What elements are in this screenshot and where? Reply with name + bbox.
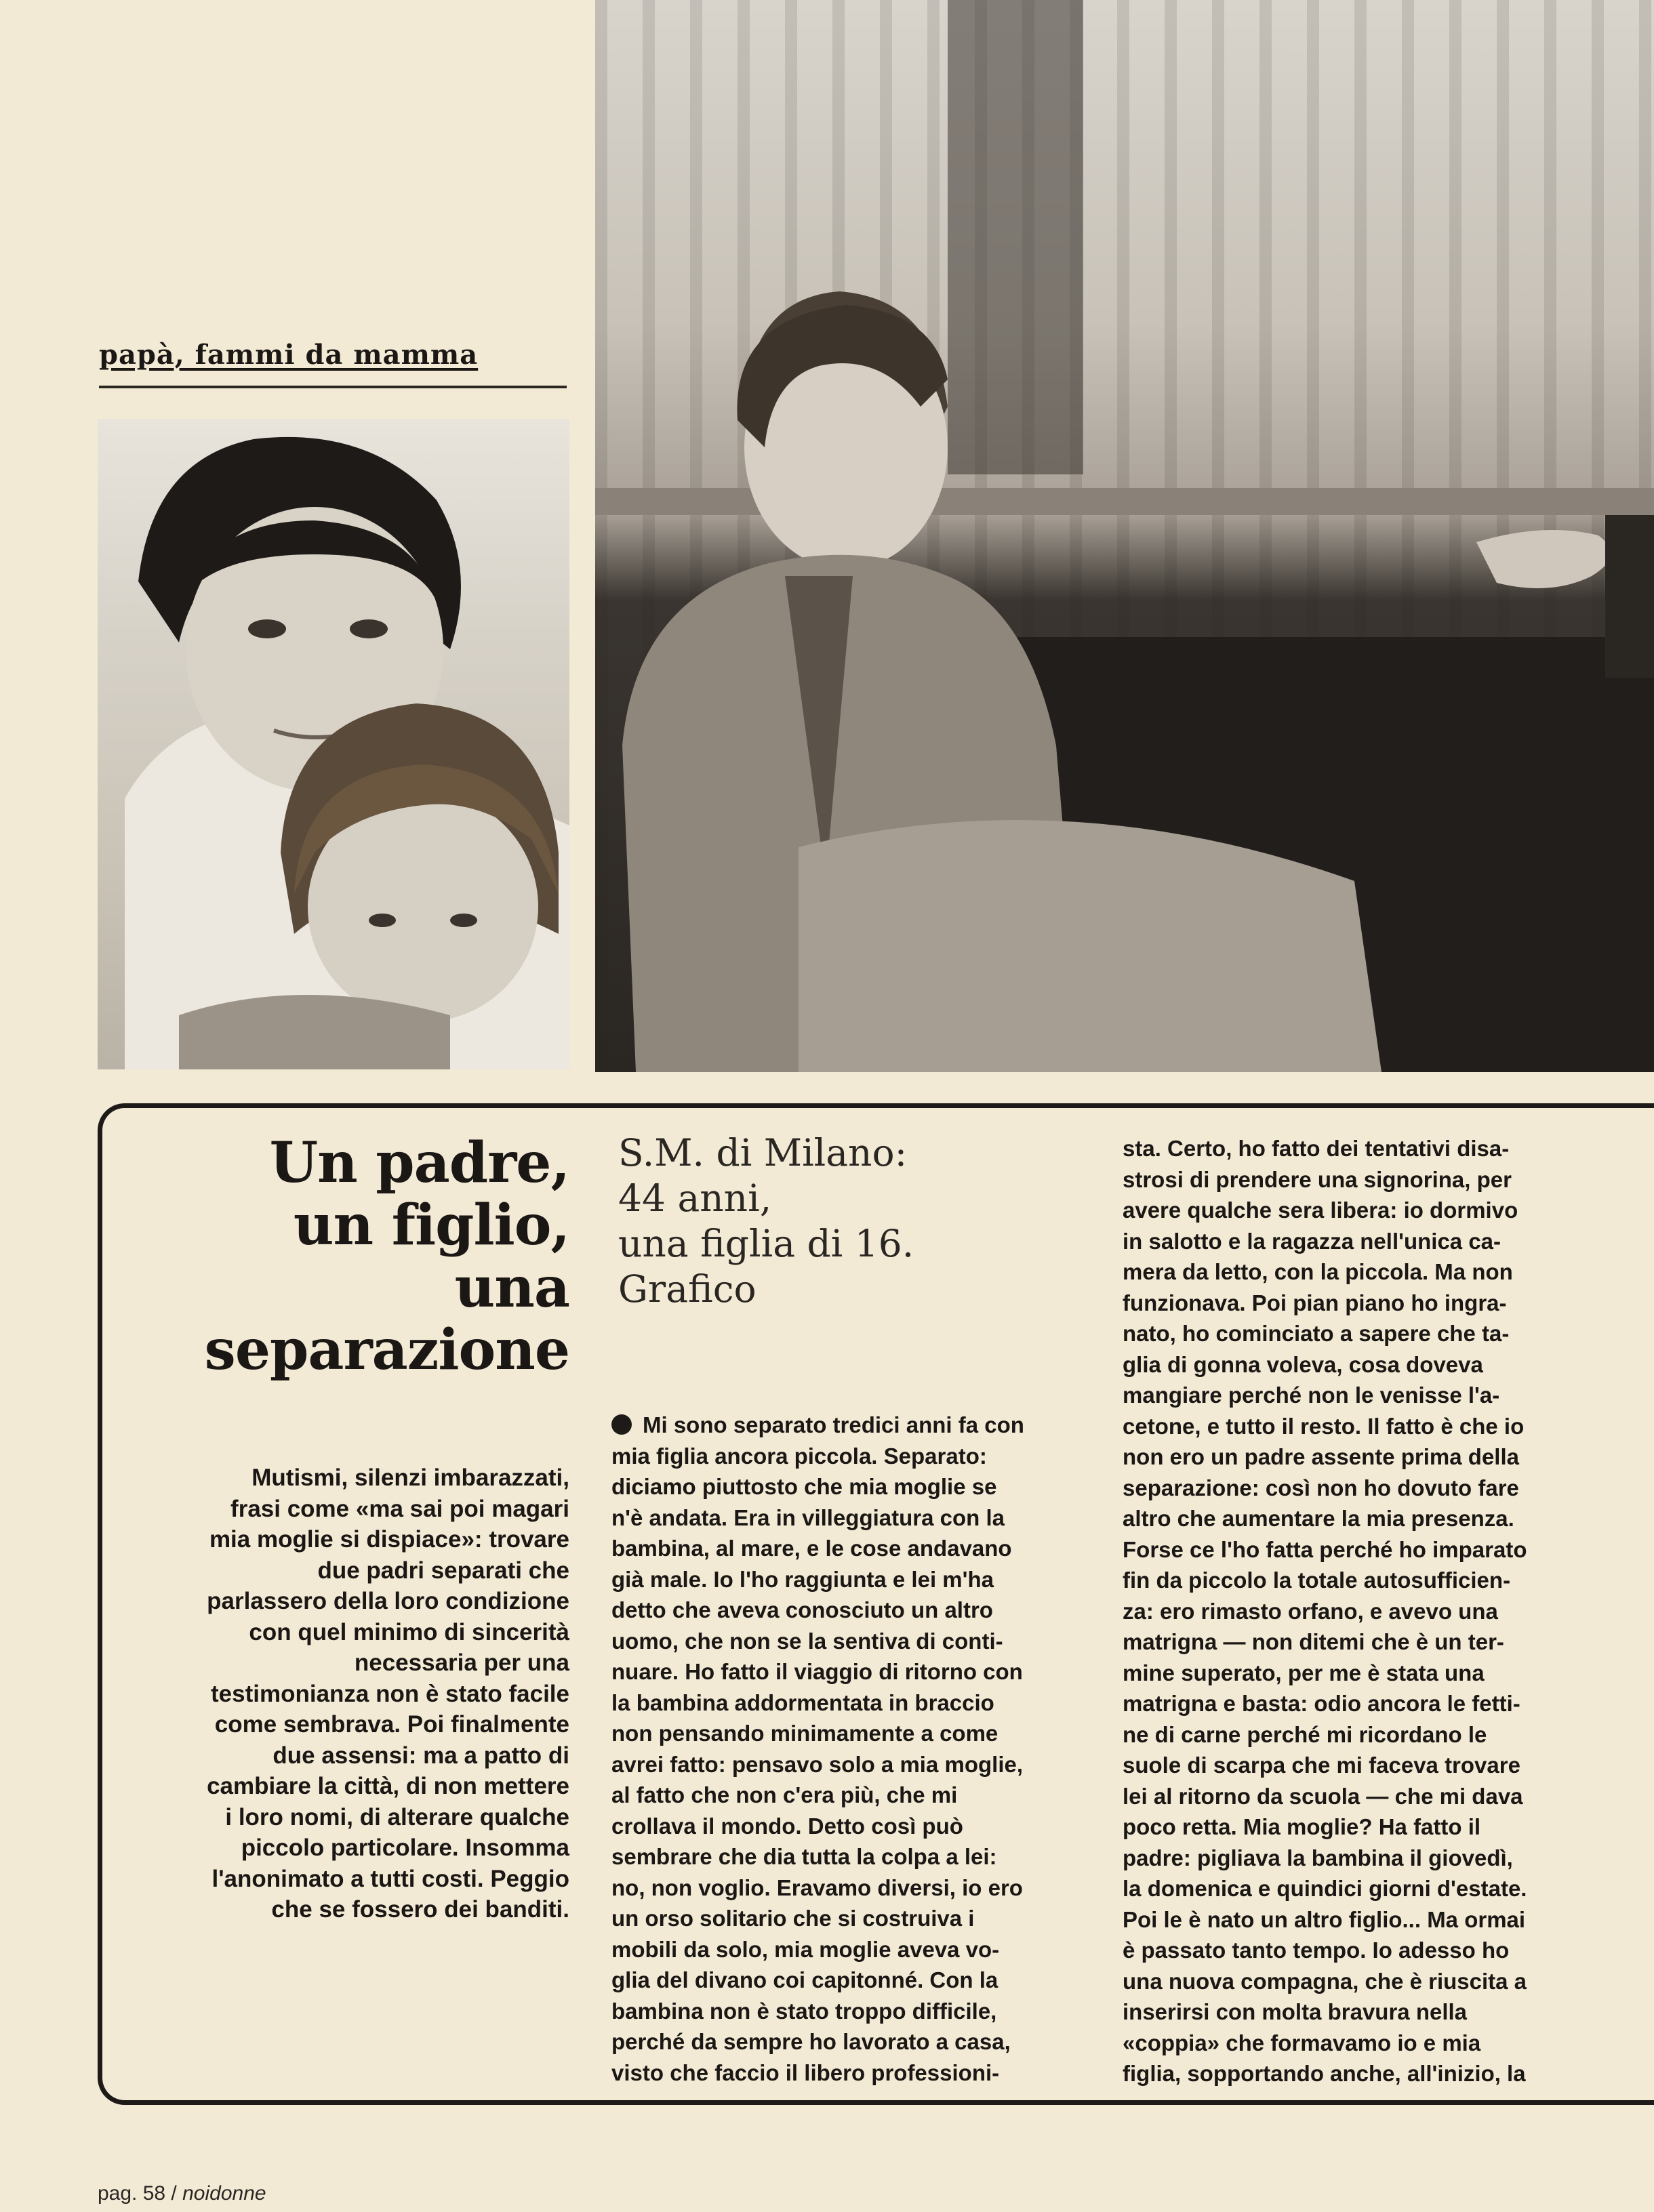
body-line: crollava il mondo. Detto così può	[611, 1813, 963, 1839]
body-line: non ero un padre assente prima della	[1123, 1444, 1519, 1469]
body-line: funzionava. Poi pian piano ho ingra-	[1123, 1290, 1507, 1315]
body-column-right	[1123, 1133, 1578, 2089]
body-line: padre: pigliava la bambina il giovedì,	[1123, 1845, 1513, 1870]
body-line: è passato tanto tempo. Io adesso ho	[1123, 1938, 1510, 1963]
body-line: la domenica e quindici giorni d'estate.	[1123, 1876, 1527, 1901]
intro-line: mia moglie si dispiace»: trovare	[209, 1526, 569, 1553]
intro-line: come sembrava. Poi finalmente	[214, 1711, 569, 1738]
body-line: non pensando minimamente a come	[611, 1721, 999, 1746]
page-number: pag. 58 /	[98, 2182, 177, 2205]
intro-paragraph	[136, 1462, 569, 1925]
body-line: Forse ce l'ho fatta perché ho imparato	[1123, 1536, 1527, 1562]
body-line: bambina, al mare, e le cose andavano	[611, 1536, 1012, 1561]
body-line: mera da letto, con la piccola. Ma non	[1123, 1259, 1513, 1284]
body-line: uomo, che non se la sentiva di conti-	[611, 1628, 1003, 1654]
headline-line: Un padre,	[269, 1130, 569, 1195]
photo-woman-seated-illustration	[595, 0, 1654, 1072]
intro-line: due assensi: ma a patto di	[273, 1742, 569, 1769]
intro-line: frasi come «ma sai poi magari	[230, 1495, 569, 1522]
body-line: «coppia» che formavamo io e mia	[1123, 2030, 1481, 2055]
magazine-brand: noidonne	[182, 2182, 266, 2205]
intro-line: piccolo particolare. Insomma	[241, 1835, 569, 1861]
body-line: za: ero rimasto orfano, e avevo una	[1123, 1598, 1498, 1624]
body-line: glia del divano coi capitonné. Con la	[611, 1967, 999, 1992]
page-folio	[98, 2182, 266, 2205]
intro-line: che se fossero dei banditi.	[271, 1896, 569, 1923]
subhead-line: una figlia di 16.	[618, 1222, 914, 1265]
body-line: cetone, e tutto il resto. Il fatto è che io	[1123, 1413, 1525, 1439]
body-line: nuare. Ho fatto il viaggio di ritorno con	[611, 1659, 1023, 1684]
intro-line: i loro nomi, di alterare qualche	[225, 1803, 569, 1830]
body-line: la bambina addormentata in braccio	[611, 1689, 994, 1715]
body-line: glia di gonna voleva, cosa doveva	[1123, 1351, 1483, 1377]
body-line: al fatto che non c'era più, che mi	[611, 1782, 958, 1807]
body-line: nato, ho cominciato a sapere che ta-	[1123, 1321, 1510, 1346]
body-column-middle	[611, 1410, 1067, 2088]
intro-line: l'anonimato a tutti costi. Peggio	[211, 1865, 569, 1892]
body-line: poco retta. Mia moglie? Ha fatto il	[1123, 1814, 1481, 1839]
section-label: papà, fammi da mamma	[99, 339, 567, 388]
intro-line: con quel minimo di sincerità	[249, 1618, 569, 1645]
body-line: mine superato, per me è stata una	[1123, 1660, 1485, 1685]
body-line: bambina non è stato troppo difficile,	[611, 1998, 997, 2024]
headline-line: un figlio,	[293, 1193, 569, 1258]
body-line-text: Mi sono separato tredici anni fa con	[643, 1412, 1024, 1437]
body-line: no, non voglio. Eravamo diversi, io ero	[611, 1875, 1023, 1900]
body-line: mia figlia ancora piccola. Separato:	[611, 1443, 987, 1469]
body-line: diciamo piuttosto che mia moglie se	[611, 1474, 997, 1499]
body-line: mangiare perché non le venisse l'a-	[1123, 1382, 1500, 1408]
body-line: suole di scarpa che mi faceva trovare	[1123, 1753, 1520, 1778]
body-line: fin da piccolo la totale autosufficien-	[1123, 1568, 1511, 1593]
body-line: detto che aveva conosciuto un altro	[611, 1597, 993, 1622]
body-line: visto che faccio il libero professioni-	[611, 2060, 1000, 2085]
body-line: lei al ritorno da scuola — che mi dava	[1123, 1783, 1523, 1809]
body-line	[611, 1410, 1067, 1441]
body-line: strosi di prendere una signorina, per	[1123, 1166, 1512, 1192]
body-line: ne di carne perché mi ricordano le	[1123, 1721, 1487, 1747]
body-line: sembrare che dia tutta la colpa a lei:	[611, 1844, 997, 1869]
intro-line: necessaria per una	[354, 1650, 569, 1676]
headline-line: separazione	[204, 1317, 569, 1382]
body-line: mobili da solo, mia moglie aveva vo-	[611, 1936, 1000, 1962]
subhead-line: Grafico	[618, 1267, 757, 1311]
intro-line: Mutismi, silenzi imbarazzati,	[251, 1465, 569, 1491]
body-line: separazione: così non ho dovuto fare	[1123, 1475, 1519, 1500]
body-line: matrigna — non ditemi che è un ter-	[1123, 1629, 1504, 1654]
bullet-icon	[611, 1414, 632, 1435]
body-line: Poi le è nato un altro figlio... Ma ormai	[1123, 1906, 1526, 1932]
body-line: matrigna e basta: odio ancora le fetti-	[1123, 1691, 1520, 1716]
body-line: un orso solitario che si costruiva i	[611, 1906, 975, 1931]
body-line: inserirsi con molta bravura nella	[1123, 1999, 1468, 2024]
photo-father-and-child	[98, 419, 569, 1069]
interviewee-subhead	[618, 1130, 1025, 1312]
body-line: avrei fatto: pensavo solo a mia moglie,	[611, 1751, 1024, 1777]
body-line: già male. Io l'ho raggiunta e lei m'ha	[611, 1566, 994, 1592]
body-line: una nuova compagna, che è riuscita a	[1123, 1968, 1527, 1994]
body-line: figlia, sopportando anche, all'inizio, la	[1123, 2061, 1526, 2086]
body-line: altro che aumentare la mia presenza.	[1123, 1506, 1514, 1531]
photo-woman-seated	[595, 0, 1654, 1072]
intro-line: testimonianza non è stato facile	[211, 1680, 569, 1707]
body-line: in salotto e la ragazza nell'unica ca-	[1123, 1228, 1501, 1254]
intro-line: cambiare la città, di non mettere	[207, 1773, 569, 1799]
body-line: sta. Certo, ho fatto dei tentativi disa-	[1123, 1136, 1510, 1161]
subhead-line: 44 anni,	[618, 1176, 772, 1220]
headline-line: una	[454, 1255, 569, 1320]
body-line: avere qualche sera libera: io dormivo	[1123, 1197, 1518, 1223]
body-line: n'è andata. Era in villeggiatura con la	[611, 1504, 1005, 1530]
body-line: perché da sempre ho lavorato a casa,	[611, 2029, 1011, 2054]
intro-line: due padri separati che	[317, 1557, 569, 1584]
subhead-line: S.M. di Milano:	[618, 1131, 908, 1174]
photo-father-and-child-illustration	[98, 419, 569, 1069]
intro-line: parlassero della loro condizione	[207, 1588, 569, 1614]
headline	[136, 1132, 569, 1381]
